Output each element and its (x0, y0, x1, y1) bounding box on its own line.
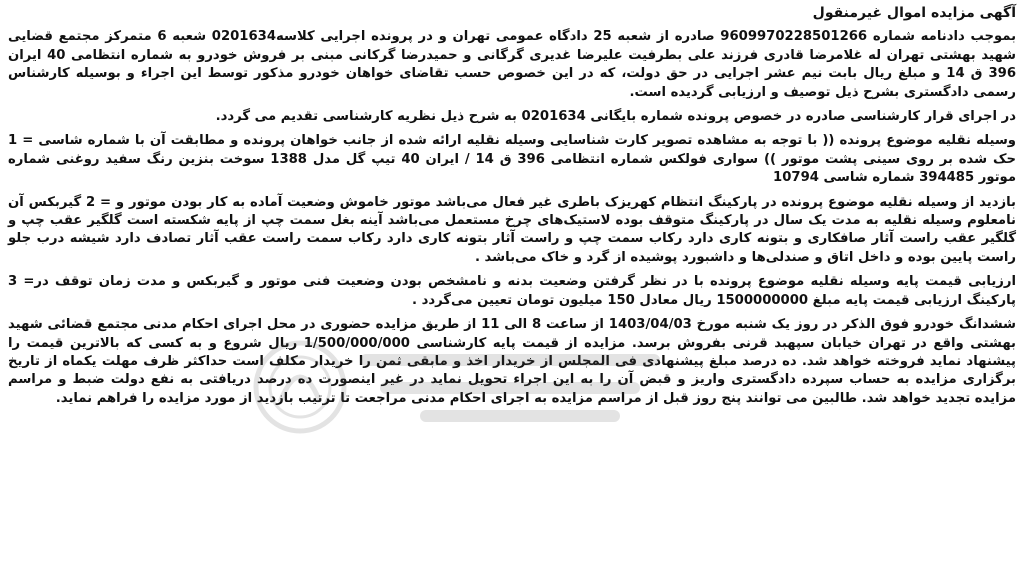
paragraph-inspection: بازدید از وسیله نقلیه موضوع پرونده در پارکینگ انتظام کهریزک باطری غیر فعال می‌باشد موتور خاموش وضعیت آماده به کار بودن موتور و = 2 گیربکس آن نامعلوم وسیله نقلیه به مدت یک سال در پارکینگ متوقف بوده لاستیک‌های چرخ مستعمل می‌باشد آینه بغل سمت چپ از پایه شکسته است گلگیر عقب چپ و گلگیر عقب راست آثار صافکاری و بتونه کاری دارد رکاب سمت چپ و راست آثار بتونه کاری دارد رکاب سمت راست عقب آثار تصادف دارد شیشه درب جلو راست پایین بوده و داخل اتاق و صندلی‌ها و داشبورد پوشیده از گرد و خاک می‌باشد . (8, 194, 1016, 265)
auction-notice (8, 4, 1016, 571)
paragraph-vehicle-spec: وسیله نقلیه موضوع پرونده (( با توجه به مشاهده تصویر کارت شناسایی وسیله نقلیه ارائه شده از جانب خواهان پرونده و مطابقت آن با شماره شاسی = 1 حک شده بر روی سینی پشت موتور )) سواری فولکس شماره انتظامی 396 ق 14 / ایران 40 تیپ گل مدل 1388 سوخت بنزین رنگ سفید روغنی شماره موتور 394485 شماره شاسی 10794 (8, 133, 1016, 186)
paragraph-auction-terms: ششدانگ خودرو فوق الذکر در روز یک شنبه مورخ 1403/04/03 از ساعت 8 الی 11 از طریق مزایده حضوری در محل اجرای احکام مدنی مجتمع قضائی شهید بهشتی واقع در تهران خیابان سپهبد قرنی بفروش برسد. مزایده از قیمت پایه کارشناسی 1/500/000/000 ریال شروع و به کسی که بالاترین قیمت را پیشنهاد نماید فروخته خواهد شد. ده درصد مبلغ پیشنهادی فی المجلس از خریدار اخذ و مابقی ثمن را خریدار مکلف است حداکثر ظرف مهلت یکماه از تاریخ برگزاری مزایده به حساب سپرده دادگستری واریز و قبض آن را به این اجراء تحویل نماید در غیر اینصورت ده درصد دریافتی به نفع دولت ضبط و مراسم مزایده تجدید خواهد شد. طالبین می توانند پنج روز قبل از مراسم مزایده به اجرای احکام مدنی مراجعت تا ترتیب بازدید از مورد مزایده را فراهم نماید. (8, 317, 1016, 406)
paragraph-expert-intro: در اجرای قرار کارشناسی صادره در خصوص پرونده شماره بایگانی 0201634 به شرح ذیل نظریه کارشناسی تقدیم می گردد. (215, 109, 1016, 125)
paragraph-verdict: بموجب دادنامه شماره 9609970228501266 صادره از شعبه 25 دادگاه عمومی تهران و در پرونده اجرایی کلاسه0201634 شعبه 6 متمرکز مجتمع قضایی شهید بهشتی تهران له غلامرضا قادری فرزند علی بطرفیت علیرضا غدیری گرگانی و حمیدرضا گرکانی مبنی بر فروش خودرو به شماره انتظامی 40 ایران 396 ق 14 و مبلغ ریال بابت نیم عشر اجرایی در حق دولت، که در این خصوص حسب تقاضای خواهان خودرو مذکور توسط این اجراء و بوسیله کارشناس رسمی دادگستری بشرح ذیل توصیف و ارزیابی گردیده است. (8, 29, 1017, 100)
paragraph-valuation: ارزیابی قیمت پایه وسیله نقلیه موضوع پرونده با در نظر گرفتن وضعیت بدنه و نامشخص بودن وضعیت فنی موتور و گیربکس و مدت زمان توقف در= 3 پارکینگ ارزیابی قیمت پایه مبلغ 1500000000 ریال معادل 150 میلیون تومان تعیین می‌گردد . (8, 274, 1016, 308)
notice-title: آگهی مزایده اموال غیرمنقول (812, 5, 1016, 21)
